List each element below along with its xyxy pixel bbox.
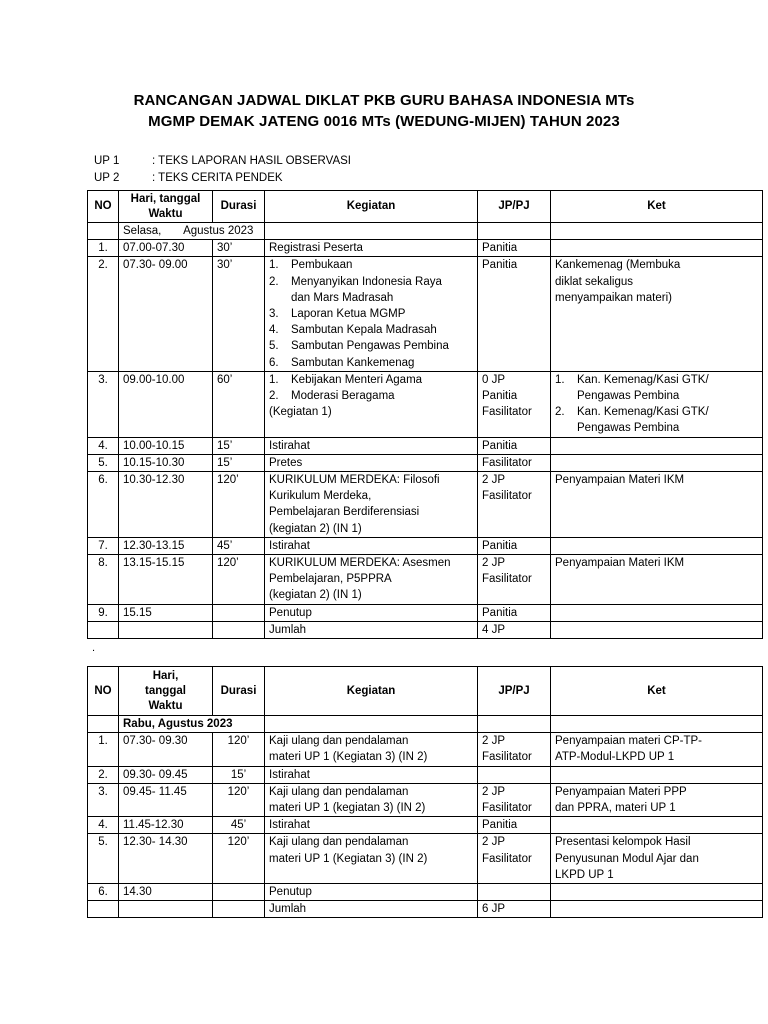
activity-line: materi UP 1 (Kegiatan 3) (IN 2) xyxy=(269,852,428,865)
row-activity: Istirahat xyxy=(265,766,478,783)
row-time: 12.30-13.15 xyxy=(119,537,213,554)
row-time: 11.45-12.30 xyxy=(119,817,213,834)
ket-line: Penyusunan Modul Ajar dan xyxy=(555,852,699,865)
total-label: Jumlah xyxy=(265,621,478,638)
activity-line: KURIKULUM MERDEKA: Asesmen xyxy=(269,557,451,570)
row-duration xyxy=(213,901,265,918)
col-header-hari xyxy=(119,191,213,223)
document-title-line-1: RANCANGAN JADWAL DIKLAT PKB GURU BAHASA INDONESIA MTs xyxy=(133,92,635,109)
row-ket xyxy=(551,240,763,257)
row-no: 6. xyxy=(88,472,119,538)
row-no: 5. xyxy=(88,454,119,471)
list-item: 1. Pembukaan xyxy=(269,257,473,273)
jp-line: Fasilitator xyxy=(482,406,532,419)
document-title-line-2: MGMP DEMAK JATENG 0016 MTs (WEDUNG-MIJEN) TAHUN 2023 xyxy=(148,113,620,130)
row-ket xyxy=(551,733,763,766)
row-time: 10.15-10.30 xyxy=(119,454,213,471)
col-header-no: NO xyxy=(88,191,119,223)
row-jp xyxy=(478,472,551,538)
activity-line: (kegiatan 2) (IN 1) xyxy=(269,522,362,535)
row-activity: Istirahat xyxy=(265,537,478,554)
col-header-kegiatan: Kegiatan xyxy=(265,667,478,716)
jp-line: Fasilitator xyxy=(482,802,532,815)
row-no: 1. xyxy=(88,240,119,257)
list-text: Sambutan Pengawas Pembina xyxy=(291,340,449,353)
table-row xyxy=(88,454,763,471)
row-time: 10.00-10.15 xyxy=(119,437,213,454)
schedule-table-day-1 xyxy=(87,190,763,639)
row-jp xyxy=(478,783,551,816)
row-ket xyxy=(551,371,763,437)
table-row xyxy=(88,817,763,834)
list-item: 5. Sambutan Pengawas Pembina xyxy=(269,338,473,354)
row-duration xyxy=(213,884,265,901)
activity-line: Pembelajaran Berdiferensiasi xyxy=(269,506,420,519)
ket-line: menyampaikan materi) xyxy=(555,291,672,304)
schedule-table-day-2 xyxy=(87,666,763,918)
list-continuation: dan Mars Madrasah xyxy=(291,291,394,304)
list-item: 2. Menyanyikan Indonesia Raya xyxy=(269,274,473,290)
empty-cell xyxy=(551,223,763,240)
table-row xyxy=(88,733,763,766)
table-row xyxy=(88,555,763,605)
row-jp: Panitia xyxy=(478,257,551,371)
row-time: 07.30- 09.00 xyxy=(119,257,213,371)
col-header-jp: JP/PJ xyxy=(478,191,551,223)
row-ket xyxy=(551,437,763,454)
row-no xyxy=(88,621,119,638)
row-jp: Panitia xyxy=(478,437,551,454)
table-header-row xyxy=(88,191,763,223)
activity-line: Kaji ulang dan pendalaman xyxy=(269,836,409,849)
unit-text: : TEKS LAPORAN HASIL OBSERVASI xyxy=(152,155,351,167)
row-activity: Penutup xyxy=(265,604,478,621)
row-duration: 45’ xyxy=(213,537,265,554)
activity-line: KURIKULUM MERDEKA: Filosofi xyxy=(269,474,440,487)
list-item: 3. Laporan Ketua MGMP xyxy=(269,306,473,322)
col-header-jp: JP/PJ xyxy=(478,667,551,716)
activity-line: materi UP 1 (kegiatan 3) (IN 2) xyxy=(269,802,426,815)
row-time: 09.30- 09.45 xyxy=(119,766,213,783)
table-header-row xyxy=(88,667,763,716)
empty-cell xyxy=(88,223,119,240)
row-duration: 60’ xyxy=(213,371,265,437)
list-text: Menyanyikan Indonesia Raya xyxy=(291,275,442,288)
jp-line: 2 JP xyxy=(482,735,506,748)
activity-line: Pembelajaran, P5PPRA xyxy=(269,573,392,586)
row-no: 5. xyxy=(88,834,119,884)
header-line: Hari, tanggal xyxy=(130,192,201,205)
total-jp: 6 JP xyxy=(478,901,551,918)
jp-line: 2 JP xyxy=(482,785,506,798)
col-header-kegiatan: Kegiatan xyxy=(265,191,478,223)
row-jp: Panitia xyxy=(478,537,551,554)
list-text: Kan. Kemenag/Kasi GTK/ xyxy=(577,373,709,386)
row-ket: Penyampaian Materi IKM xyxy=(551,555,763,605)
row-time xyxy=(119,621,213,638)
day-label: Rabu, Agustus 2023 xyxy=(119,716,265,733)
activity-line: Kurikulum Merdeka, xyxy=(269,490,372,503)
jp-line: 2 JP xyxy=(482,836,506,849)
table-row xyxy=(88,437,763,454)
row-duration: 120’ xyxy=(213,472,265,538)
row-duration: 15’ xyxy=(213,437,265,454)
row-no: 1. xyxy=(88,733,119,766)
row-jp xyxy=(478,733,551,766)
col-header-hari xyxy=(119,667,213,716)
row-time: 09.00-10.00 xyxy=(119,371,213,437)
list-text: Moderasi Beragama xyxy=(291,390,395,403)
row-ket xyxy=(551,454,763,471)
total-row xyxy=(88,901,763,918)
jp-line: Fasilitator xyxy=(482,573,532,586)
table-row xyxy=(88,604,763,621)
row-ket xyxy=(551,257,763,371)
row-activity: Registrasi Peserta xyxy=(265,240,478,257)
row-no: 2. xyxy=(88,257,119,371)
activity-line: materi UP 1 (Kegiatan 3) (IN 2) xyxy=(269,751,428,764)
unit-text: : TEKS CERITA PENDEK xyxy=(152,172,283,184)
ket-line: diklat sekaligus xyxy=(555,275,633,288)
row-duration: 120’ xyxy=(213,834,265,884)
col-header-durasi: Durasi xyxy=(213,191,265,223)
col-header-no: NO xyxy=(88,667,119,716)
jp-line: 0 JP xyxy=(482,373,506,386)
row-time: 13.15-15.15 xyxy=(119,555,213,605)
row-ket xyxy=(551,766,763,783)
unit-code: UP 2 xyxy=(94,172,120,184)
row-no xyxy=(88,901,119,918)
row-no: 4. xyxy=(88,817,119,834)
total-label: Jumlah xyxy=(265,901,478,918)
header-line: Hari, xyxy=(152,669,179,682)
empty-cell xyxy=(265,716,478,733)
row-jp xyxy=(478,371,551,437)
row-activity xyxy=(265,733,478,766)
row-duration: 120’ xyxy=(213,783,265,816)
row-ket xyxy=(551,817,763,834)
row-duration: 120’ xyxy=(213,555,265,605)
row-duration: 45’ xyxy=(213,817,265,834)
table-row xyxy=(88,783,763,816)
day-label: Selasa, Agustus 2023 xyxy=(119,223,265,240)
row-jp xyxy=(478,555,551,605)
col-header-ket: Ket xyxy=(551,191,763,223)
day-row xyxy=(88,223,763,240)
row-ket: Penyampaian Materi IKM xyxy=(551,472,763,538)
row-duration: 15’ xyxy=(213,454,265,471)
row-activity xyxy=(265,371,478,437)
row-no: 9. xyxy=(88,604,119,621)
row-activity xyxy=(265,783,478,816)
list-item: 2. Kan. Kemenag/Kasi GTK/ xyxy=(555,404,758,420)
row-ket xyxy=(551,537,763,554)
row-ket xyxy=(551,884,763,901)
table-row xyxy=(88,257,763,371)
separator-dot: . xyxy=(92,642,96,654)
col-header-ket: Ket xyxy=(551,667,763,716)
row-no: 2. xyxy=(88,766,119,783)
list-item: 1. Kebijakan Menteri Agama xyxy=(269,372,473,388)
list-text: Sambutan Kankemenag xyxy=(291,356,415,369)
row-jp: Panitia xyxy=(478,604,551,621)
row-ket xyxy=(551,901,763,918)
activity-line: Kaji ulang dan pendalaman xyxy=(269,735,409,748)
activity-line: (kegiatan 2) (IN 1) xyxy=(269,589,362,602)
row-no: 3. xyxy=(88,783,119,816)
jp-line: 2 JP xyxy=(482,474,506,487)
header-line: Waktu xyxy=(148,207,183,220)
row-no: 8. xyxy=(88,555,119,605)
row-activity: Istirahat xyxy=(265,437,478,454)
total-jp: 4 JP xyxy=(478,621,551,638)
col-header-durasi: Durasi xyxy=(213,667,265,716)
row-duration: 15’ xyxy=(213,766,265,783)
row-time: 07.30- 09.30 xyxy=(119,733,213,766)
list-text: Sambutan Kepala Madrasah xyxy=(291,324,437,337)
row-activity xyxy=(265,834,478,884)
total-row xyxy=(88,621,763,638)
ket-line: ATP-Modul-LKPD UP 1 xyxy=(555,751,675,764)
header-line: Waktu xyxy=(148,699,183,712)
row-jp xyxy=(478,884,551,901)
row-duration: 30’ xyxy=(213,257,265,371)
list-text: Kan. Kemenag/Kasi GTK/ xyxy=(577,406,709,419)
row-time: 07.00-07.30 xyxy=(119,240,213,257)
row-time xyxy=(119,901,213,918)
jp-line: 2 JP xyxy=(482,557,506,570)
row-jp: Fasilitator xyxy=(478,454,551,471)
row-activity xyxy=(265,555,478,605)
row-jp: Panitia xyxy=(478,240,551,257)
row-duration: 120’ xyxy=(213,733,265,766)
table-row xyxy=(88,834,763,884)
row-no: 6. xyxy=(88,884,119,901)
jp-line: Panitia xyxy=(482,390,518,403)
list-item: 6. Sambutan Kankemenag xyxy=(269,355,473,371)
row-ket xyxy=(551,834,763,884)
row-duration: 30’ xyxy=(213,240,265,257)
activity-line: Kaji ulang dan pendalaman xyxy=(269,785,409,798)
table-row xyxy=(88,472,763,538)
empty-cell xyxy=(478,223,551,240)
table-row xyxy=(88,371,763,437)
unit-up2 xyxy=(94,172,283,184)
header-line: tanggal xyxy=(145,684,186,697)
jp-line: Fasilitator xyxy=(482,751,532,764)
unit-code: UP 1 xyxy=(94,155,120,167)
row-activity: Pretes xyxy=(265,454,478,471)
ket-line: Penyampaian materi CP-TP- xyxy=(555,735,702,748)
row-activity: Istirahat xyxy=(265,817,478,834)
table-row xyxy=(88,240,763,257)
empty-cell xyxy=(265,223,478,240)
list-continuation: (Kegiatan 1) xyxy=(269,406,332,419)
ket-line: Presentasi kelompok Hasil xyxy=(555,836,691,849)
list-item: 2. Moderasi Beragama xyxy=(269,388,473,404)
table-row xyxy=(88,766,763,783)
list-continuation: Pengawas Pembina xyxy=(577,390,680,403)
row-activity xyxy=(265,257,478,371)
empty-cell xyxy=(478,716,551,733)
row-duration xyxy=(213,621,265,638)
row-no: 4. xyxy=(88,437,119,454)
row-activity: Penutup xyxy=(265,884,478,901)
row-ket xyxy=(551,604,763,621)
table-row xyxy=(88,884,763,901)
row-ket xyxy=(551,621,763,638)
jp-line: Fasilitator xyxy=(482,852,532,865)
ket-line: Penyampaian Materi PPP xyxy=(555,785,687,798)
table-row xyxy=(88,537,763,554)
empty-cell xyxy=(551,716,763,733)
ket-line: dan PPRA, materi UP 1 xyxy=(555,802,676,815)
ket-line: Kankemenag (Membuka xyxy=(555,259,681,272)
jp-line: Fasilitator xyxy=(482,490,532,503)
list-text: Kebijakan Menteri Agama xyxy=(291,373,423,386)
list-text: Laporan Ketua MGMP xyxy=(291,308,406,321)
row-no: 3. xyxy=(88,371,119,437)
unit-up1 xyxy=(94,155,351,167)
row-no: 7. xyxy=(88,537,119,554)
list-text: Pembukaan xyxy=(291,259,353,272)
row-time: 12.30- 14.30 xyxy=(119,834,213,884)
row-ket xyxy=(551,783,763,816)
ket-line: LKPD UP 1 xyxy=(555,868,614,881)
day-row xyxy=(88,716,763,733)
row-activity xyxy=(265,472,478,538)
row-time: 15.15 xyxy=(119,604,213,621)
row-time: 14.30 xyxy=(119,884,213,901)
row-time: 10.30-12.30 xyxy=(119,472,213,538)
row-jp xyxy=(478,766,551,783)
row-time: 09.45- 11.45 xyxy=(119,783,213,816)
row-duration xyxy=(213,604,265,621)
row-jp xyxy=(478,834,551,884)
row-jp: Panitia xyxy=(478,817,551,834)
list-item: 4. Sambutan Kepala Madrasah xyxy=(269,322,473,338)
list-continuation: Pengawas Pembina xyxy=(577,422,680,435)
empty-cell xyxy=(88,716,119,733)
list-item: 1. Kan. Kemenag/Kasi GTK/ xyxy=(555,372,758,388)
